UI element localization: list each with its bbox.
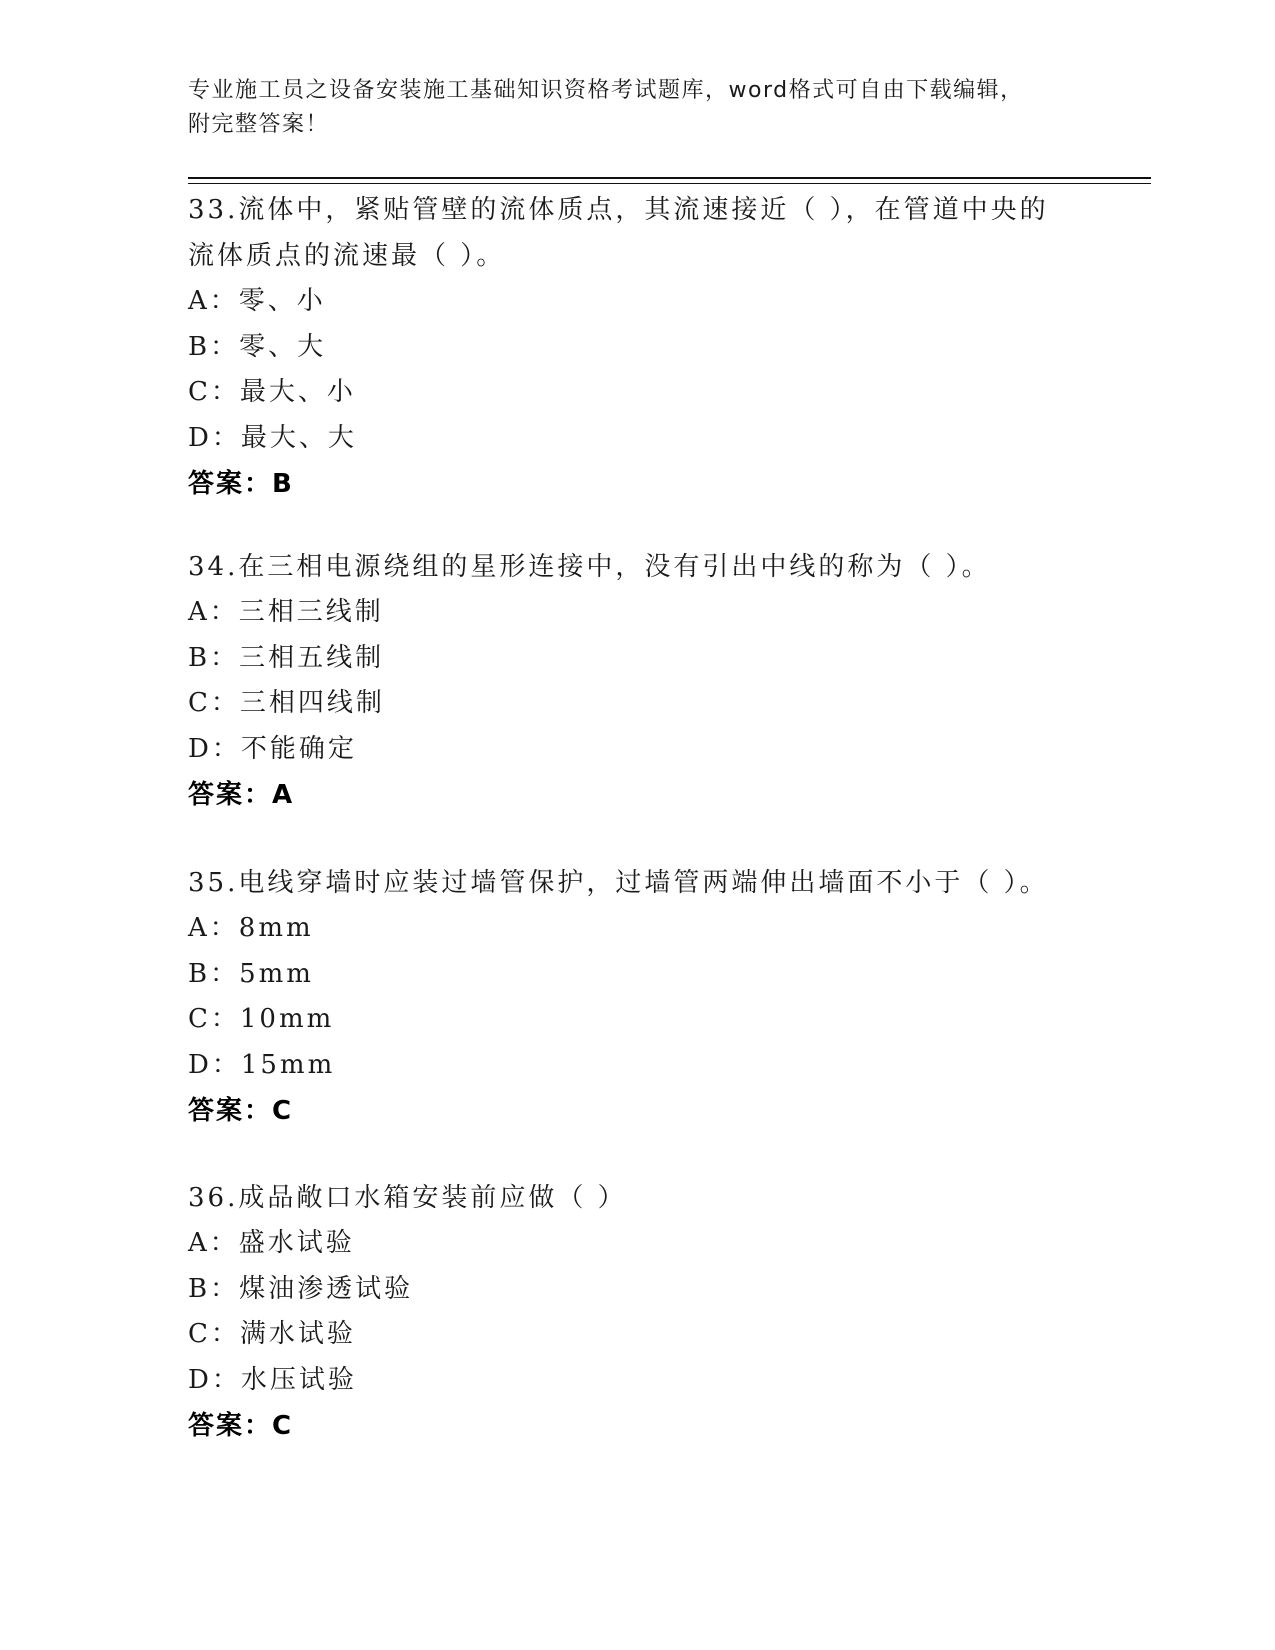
question-stem-line: 34.在三相电源绕组的星形连接中，没有引出中线的称为（ ）。: [188, 552, 991, 582]
header-line-2: 附完整答案！: [188, 112, 330, 137]
question-33: [188, 187, 1088, 507]
question-35: [188, 860, 1088, 1134]
question-stem-line: 35.电线穿墙时应装过墙管保护，过墙管两端伸出墙面不小于（ ）。: [188, 868, 1049, 898]
option-c: C：最大、小: [188, 377, 356, 407]
option-d: D：水压试验: [188, 1364, 357, 1395]
header-divider-thick: [188, 177, 1151, 179]
answer-label: 答案：B: [188, 469, 294, 499]
option-c: C：三相四线制: [188, 688, 385, 718]
question-stem-line: 流体质点的流速最（ ）。: [188, 241, 506, 271]
option-b: B：三相五线制: [188, 642, 385, 673]
option-d: D：最大、大: [188, 422, 357, 453]
option-a: A：零、小: [188, 286, 326, 316]
option-a: A：三相三线制: [188, 597, 384, 627]
question-36: [188, 1175, 1088, 1449]
header-divider-thin: [188, 183, 1151, 184]
answer-label: 答案：A: [188, 780, 295, 810]
question-34: [188, 544, 1088, 818]
option-b: B：零、大: [188, 331, 327, 362]
option-b: B：5mm: [188, 958, 314, 989]
option-d: D：不能确定: [188, 733, 357, 764]
header-line-1: 专业施工员之设备安装施工基础知识资格考试题库，word格式可自由下载编辑，: [188, 78, 1024, 103]
question-stem-line: 36.成品敞口水箱安装前应做（ ）: [188, 1183, 627, 1213]
option-c: C：满水试验: [188, 1319, 356, 1349]
answer-label: 答案：C: [188, 1096, 294, 1126]
option-a: A：8mm: [188, 913, 314, 943]
option-b: B：煤油渗透试验: [188, 1273, 414, 1304]
option-d: D：15mm: [188, 1049, 336, 1080]
question-stem-line: 33.流体中，紧贴管壁的流体质点，其流速接近（ ），在管道中央的: [188, 195, 1049, 225]
answer-label: 答案：C: [188, 1411, 294, 1441]
option-a: A：盛水试验: [188, 1228, 355, 1258]
document-header: [188, 74, 1068, 142]
option-c: C：10mm: [188, 1004, 335, 1034]
